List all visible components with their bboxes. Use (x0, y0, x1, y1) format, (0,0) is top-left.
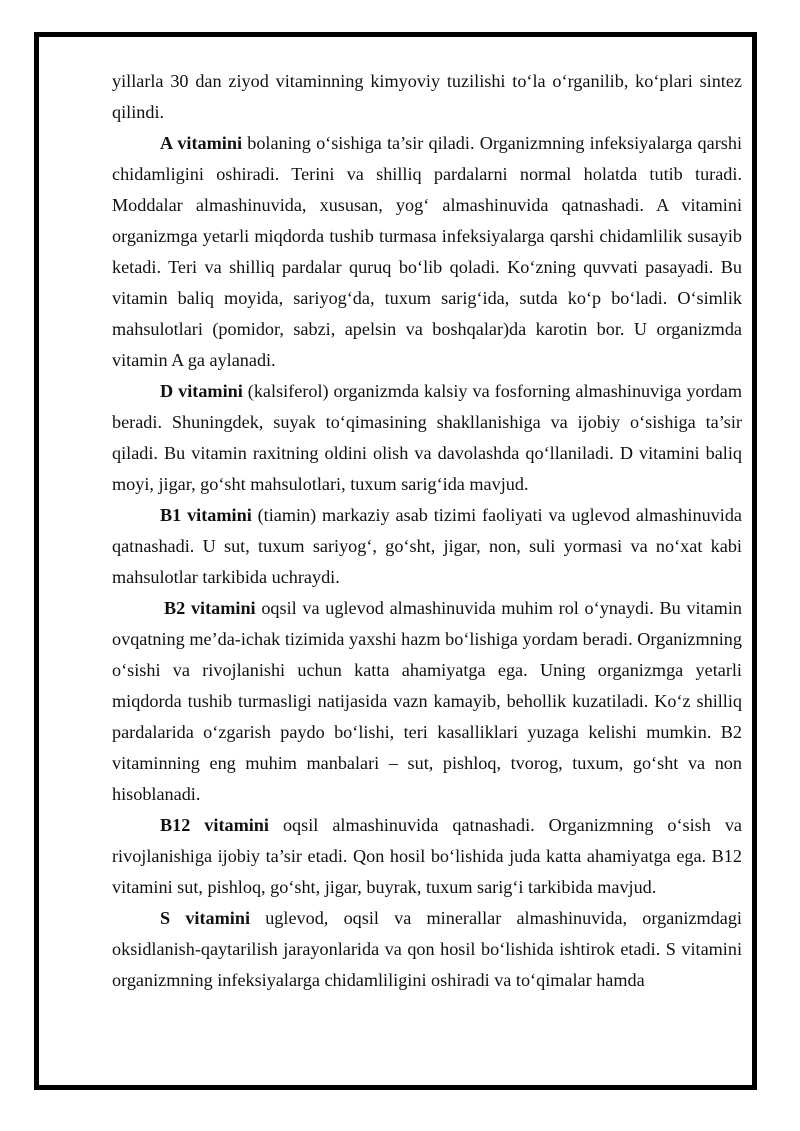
document-body (112, 66, 742, 996)
paragraph-text: (kalsiferol) organizmda kalsiy va fosforning almashinuviga yordam beradi. Shuningdek, suyak to‘qimasining shakllanishiga va ijobiy o‘sishiga ta’sir qiladi. Bu vitamin raxitning oldini olish va davolashda qo‘llaniladi. D vitamini baliq moyi, jigar, go‘sht mahsulotlari, tuxum sarig‘ida mavjud. (112, 381, 742, 494)
paragraph-vitamin-b12 (112, 810, 742, 903)
paragraph-vitamin-b1 (112, 500, 742, 593)
paragraph-vitamin-b2 (112, 593, 742, 810)
paragraph-text: oqsil almashinuvida qatnashadi. Organizmning o‘sish va rivojlanishiga ijobiy ta’sir etadi. Qon hosil bo‘lishida juda katta ahamiyatga ega. B12 vitamini sut, pishloq, go‘sht, jigar, buyrak, tuxum sarig‘i tarkibida mavjud. (112, 815, 742, 897)
vitamin-term: S vitamini (160, 908, 250, 928)
vitamin-term: B12 vitamini (160, 815, 269, 835)
paragraph-vitamin-d (112, 376, 742, 500)
paragraph-text: yillarla 30 dan ziyod vitaminning kimyoviy tuzilishi to‘la o‘rganilib, ko‘plari sintez qilindi. (112, 71, 742, 122)
paragraph-text: bolaning o‘sishiga ta’sir qiladi. Organizmning infeksiyalarga qarshi chidamligini oshiradi. Terini va shilliq pardalarni normal holatda tutib turadi. Moddalar almashinuvida, xususan, yog‘ almashinuvida qatnashadi. A vitamini organizmga yetarli miqdorda tushib turmasa infeksiyalarga qarshi chidamlilik susayib ketadi. Teri va shilliq pardalar quruq bo‘lib qoladi. Ko‘zning quvvati pasayadi. Bu vitamin baliq moyida, sariyog‘da, tuxum sarig‘ida, sutda ko‘p bo‘ladi. O‘simlik mahsulotlari (pomidor, sabzi, apelsin va boshqalar)da karotin bor. U organizmda vitamin A ga aylanadi. (112, 133, 742, 370)
paragraph-vitamin-s (112, 903, 742, 996)
vitamin-term: B2 vitamini (164, 598, 256, 618)
paragraph-text: (tiamin) markaziy asab tizimi faoliyati va uglevod almashinuvida qatnashadi. U sut, tuxum sariyog‘, go‘sht, jigar, non, suli yormasi va no‘xat kabi mahsulotlar tarkibida uchraydi. (112, 505, 742, 587)
vitamin-term: B1 vitamini (160, 505, 252, 525)
paragraph-text: uglevod, oqsil va minerallar almashinuvida, organizmdagi oksidlanish-qaytarilish jarayonlarida va qon hosil bo‘lishida ishtirok etadi. S vitamini organizmning infeksiyalarga chidamliligini oshiradi va to‘qimalar hamda (112, 908, 742, 990)
paragraph-intro (112, 66, 742, 128)
vitamin-term: A vitamini (160, 133, 243, 153)
vitamin-term: D vitamini (160, 381, 243, 401)
paragraph-vitamin-a (112, 128, 742, 376)
paragraph-text: oqsil va uglevod almashinuvida muhim rol o‘ynaydi. Bu vitamin ovqatning me’da-ichak tizimida yaxshi hazm bo‘lishiga yordam beradi. Organizmning o‘sishi va rivojlanishi uchun katta ahamiyatga ega. Uning organizmga yetarli miqdorda tushib turmasligi natijasida vazn kamayib, behollik kuzatiladi. Ko‘z shilliq pardalarida o‘zgarish paydo bo‘lishi, teri kasalliklari yuzaga kelishi mumkin. B2 vitaminning eng muhim manbalari – sut, pishloq, tvorog, tuxum, go‘sht va non hisoblanadi. (112, 598, 742, 804)
